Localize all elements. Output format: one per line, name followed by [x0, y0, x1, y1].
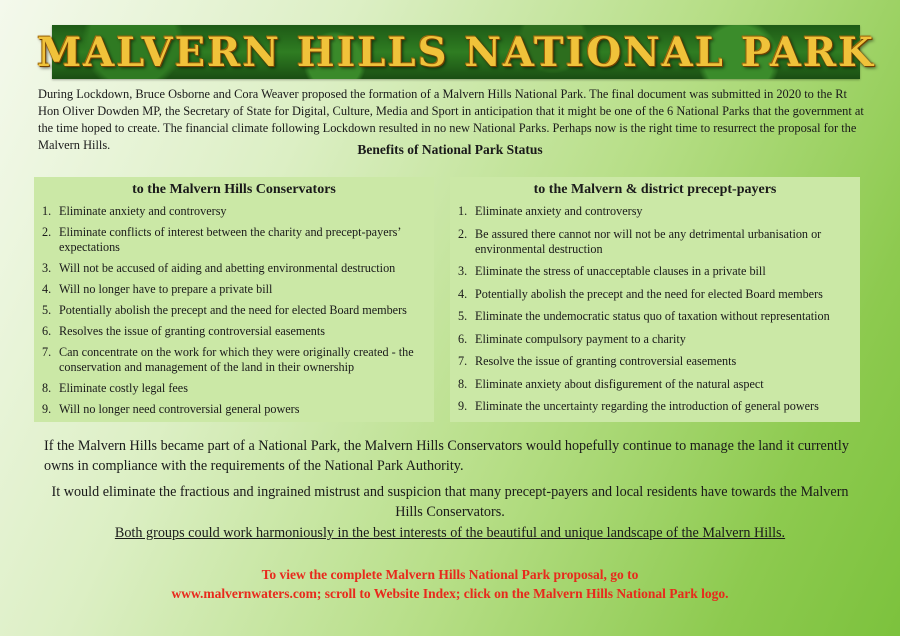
- item-number: 3.: [458, 264, 468, 278]
- item-text: Eliminate costly legal fees: [59, 381, 188, 395]
- banner-title: MALVERN HILLS NATIONAL PARK: [36, 28, 876, 76]
- list-item: [458, 204, 852, 219]
- conservators-heading: to the Malvern Hills Conservators: [132, 182, 336, 197]
- list-item: [42, 303, 426, 318]
- item-number: 9.: [458, 399, 468, 413]
- conservators-list: [42, 204, 426, 417]
- title-banner: [36, 25, 876, 79]
- item-number: 6.: [458, 331, 468, 346]
- list-item: [458, 309, 852, 324]
- list-item: [458, 227, 852, 257]
- list-item: [458, 332, 852, 347]
- list-item: [458, 377, 852, 392]
- list-item: [42, 282, 426, 297]
- item-text: Eliminate anxiety and controversy: [475, 204, 643, 218]
- item-number: 7.: [42, 345, 52, 359]
- item-number: 3.: [42, 261, 52, 275]
- item-number: 5.: [42, 303, 52, 317]
- item-text: Eliminate the uncertainty regarding the introduction of general powers: [475, 399, 819, 413]
- item-text: Be assured there cannot nor will not be any detrimental urbanisation or environmental destruction: [475, 226, 822, 256]
- management-paragraph: If the Malvern Hills became part of a National Park, the Malvern Hills Conservators would hopefully continue to manage the land it currently owns in compliance with the requirements of the National Park Authority.: [44, 438, 849, 474]
- list-item: [42, 381, 426, 396]
- list-item: [458, 354, 852, 369]
- item-number: 2.: [42, 225, 52, 239]
- item-number: 1.: [42, 204, 52, 218]
- item-text: Eliminate compulsory payment to a charity: [475, 331, 686, 346]
- item-text: Potentially abolish the precept and the need for elected Board members: [59, 303, 407, 317]
- item-text: Potentially abolish the precept and the need for elected Board members: [475, 286, 823, 301]
- payers-panel: [450, 177, 860, 422]
- item-number: 9.: [42, 402, 52, 416]
- item-number: 7.: [458, 354, 468, 368]
- list-item: [42, 261, 426, 276]
- payers-list: [458, 204, 852, 414]
- item-number: 5.: [458, 309, 468, 323]
- item-number: 4.: [458, 286, 468, 301]
- item-text: Can concentrate on the work for which they were originally created - the conservation and management of the land in their ownership: [59, 345, 414, 374]
- cta-line-1: To view the complete Malvern Hills National Park proposal, go to: [261, 567, 639, 582]
- list-item: [42, 345, 426, 375]
- item-number: 8.: [458, 376, 468, 391]
- item-text: Resolve the issue of granting controversial easements: [475, 354, 737, 368]
- intro-paragraph: During Lockdown, Bruce Osborne and Cora Weaver proposed the formation of a Malvern Hills National Park. The final document was submitted in 2020 to the Rt Hon Oliver Dowden MP, the Secretary of State for Digital, Culture, Media and Sport in anticipation that it might be one of the 6 National Parks that the government at the time hoped to create. The financial climate following Lockdown resulted in no new National Parks. Perhaps now is the right time to resurrect the proposal for the Malvern Hills.: [38, 87, 864, 152]
- list-item: [458, 287, 852, 302]
- item-text: Eliminate anxiety about disfigurement of the natural aspect: [475, 376, 764, 391]
- list-item: [42, 402, 426, 417]
- item-text: Will no longer need controversial general powers: [59, 402, 300, 416]
- item-text: Resolves the issue of granting controversial easements: [59, 324, 326, 338]
- harmony-paragraph: Both groups could work harmoniously in the best interests of the beautiful and unique landscape of the Malvern Hills.: [114, 525, 786, 541]
- item-text: Eliminate the undemocratic status quo of taxation without representation: [475, 309, 830, 323]
- item-number: 6.: [42, 324, 52, 338]
- item-text: Eliminate anxiety and controversy: [59, 204, 227, 218]
- conservators-panel: [34, 177, 434, 422]
- payers-heading: to the Malvern & district precept-payers: [533, 182, 777, 197]
- item-number: 8.: [42, 381, 52, 395]
- item-text: Will not be accused of aiding and abetting environmental destruction: [59, 261, 396, 275]
- call-to-action: [0, 565, 900, 603]
- list-item: [42, 324, 426, 339]
- list-item: [458, 399, 852, 414]
- item-number: 2.: [458, 226, 468, 241]
- cta-line-2: www.malvernwaters.com; scroll to Website Index; click on the Malvern Hills National Park logo.: [171, 586, 729, 601]
- list-item: [42, 225, 426, 255]
- item-text: Will no longer have to prepare a private bill: [59, 282, 273, 296]
- item-number: 1.: [458, 204, 468, 218]
- list-item: [42, 204, 426, 219]
- mistrust-paragraph: It would eliminate the fractious and ingrained mistrust and suspicion that many precept-payers and local residents have towards the Malvern Hills Conservators.: [51, 484, 849, 520]
- item-text: Eliminate conflicts of interest between the charity and precept-payers’ expectations: [59, 225, 401, 254]
- benefits-heading: Benefits of National Park Status: [357, 142, 543, 157]
- item-number: 4.: [42, 282, 52, 296]
- item-text: Eliminate the stress of unacceptable clauses in a private bill: [475, 264, 766, 278]
- list-item: [458, 264, 852, 279]
